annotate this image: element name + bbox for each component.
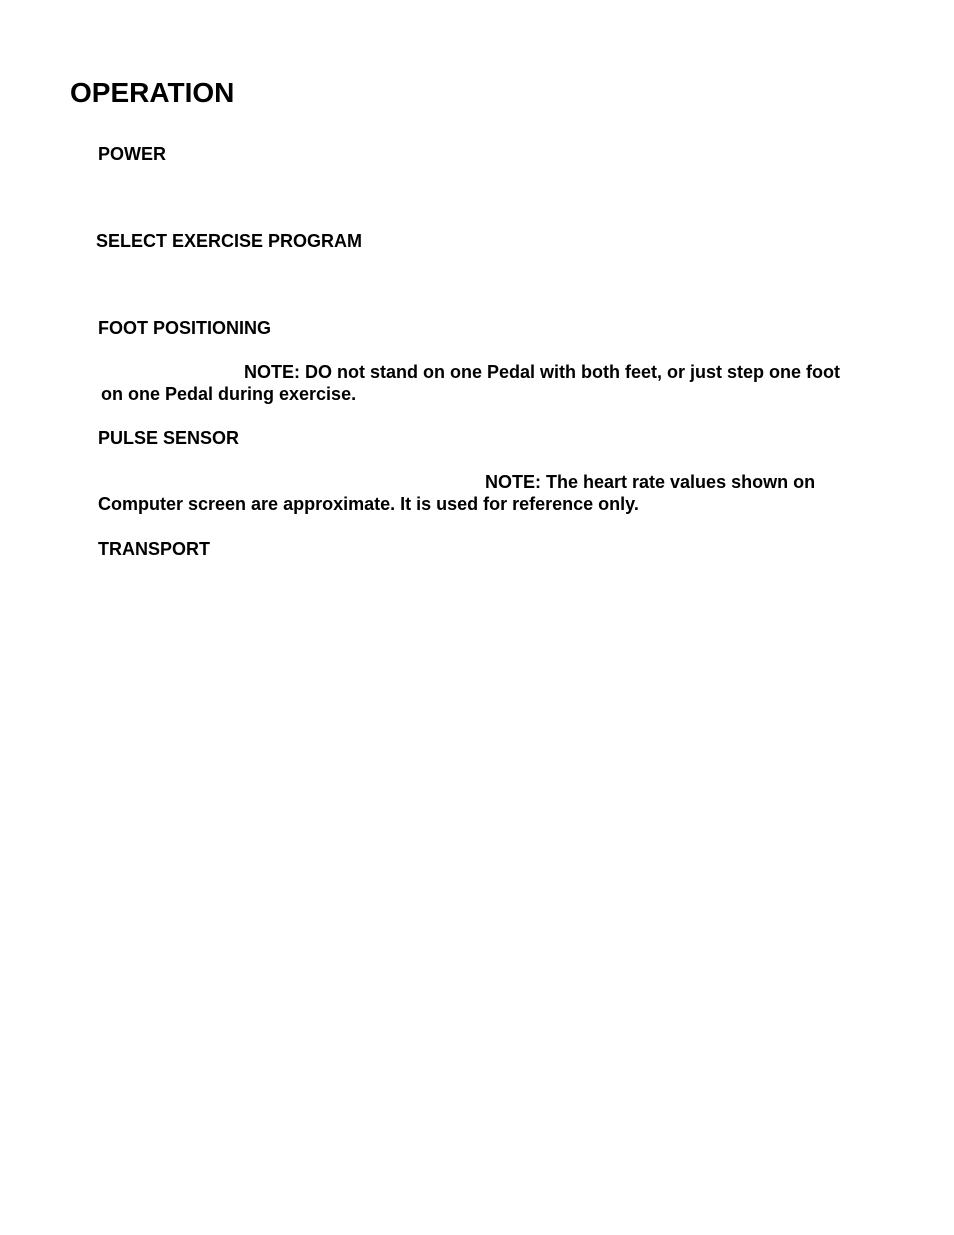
pulse-sensor-note-line-2: Computer screen are approximate. It is used for reference only. [98,494,639,514]
section-heading-transport: TRANSPORT [98,539,210,559]
section-heading-pulse-sensor: PULSE SENSOR [98,428,240,448]
pulse-sensor-note-line-1: NOTE: The heart rate values shown on [485,472,816,492]
foot-positioning-note-line-2: on one Pedal during exercise. [101,384,357,404]
foot-positioning-note-line-1: NOTE: DO not stand on one Pedal with both feet, or just step one foot [244,362,840,382]
section-heading-power: POWER [98,144,167,164]
page-title: OPERATION [70,77,235,108]
section-heading-select-exercise-program: SELECT EXERCISE PROGRAM [96,231,363,251]
section-heading-foot-positioning: FOOT POSITIONING [98,318,272,338]
